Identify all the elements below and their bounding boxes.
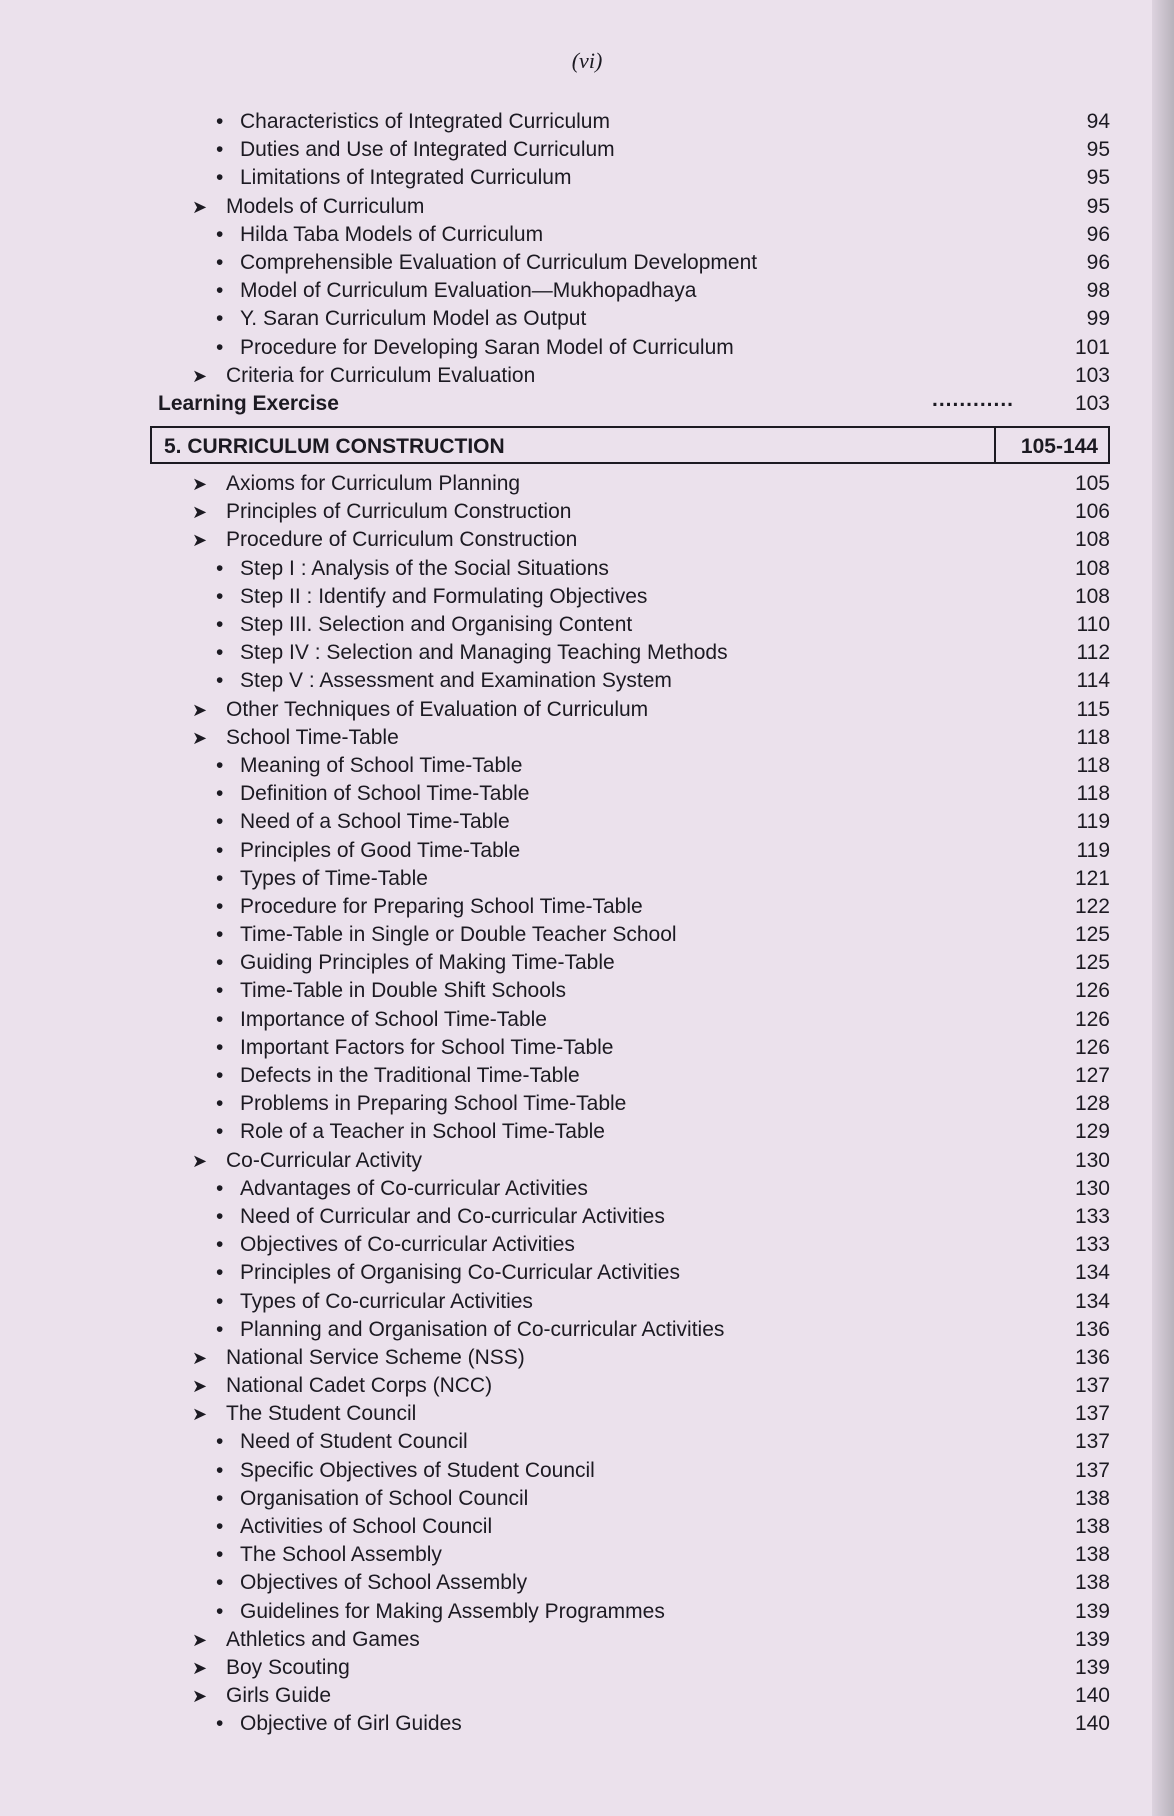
arrow-icon: ➤ <box>192 1376 208 1397</box>
toc-entry-text: Principles of Curriculum Construction <box>226 500 572 524</box>
toc-subtopic-row <box>150 808 1110 836</box>
chapter-divider <box>994 428 996 462</box>
bullet-icon: • <box>216 782 224 806</box>
bullet-icon: • <box>216 1712 224 1736</box>
toc-subtopic-row <box>150 1231 1110 1259</box>
toc-entry-text: The Student Council <box>226 1402 417 1426</box>
toc-entry-label <box>216 583 647 611</box>
toc-topic-row <box>150 1654 1110 1682</box>
toc-subtopic-row <box>150 1710 1110 1738</box>
toc-subtopic-row <box>150 136 1110 164</box>
toc-page-number: 140 <box>1074 1712 1110 1736</box>
toc-entry-text: National Service Scheme (NSS) <box>226 1345 525 1369</box>
bullet-icon: • <box>216 1233 224 1257</box>
toc-subtopic-row <box>150 305 1110 333</box>
toc-entry-label <box>192 470 520 498</box>
toc-exercise-row <box>150 387 1110 418</box>
toc-subtopic-row <box>150 949 1110 977</box>
toc-entry-text: Time-Table in Single or Double Teacher School <box>240 923 677 947</box>
toc-entry-text: Types of Co-curricular Activities <box>240 1289 533 1313</box>
toc-entry-text: Athletics and Games <box>226 1627 420 1651</box>
toc-entry-label <box>216 164 571 192</box>
bullet-icon: • <box>216 1035 224 1059</box>
toc-entry-text: Types of Time-Table <box>240 866 428 890</box>
toc-entry-text: Role of a Teacher in School Time-Table <box>240 1120 605 1144</box>
toc-page-number: 122 <box>1074 894 1110 918</box>
arrow-icon: ➤ <box>192 727 208 748</box>
bullet-icon: • <box>216 1458 224 1482</box>
bullet-icon: • <box>216 866 224 890</box>
arrow-icon: ➤ <box>192 1657 208 1678</box>
toc-page-number: 106 <box>1074 500 1110 524</box>
toc-entry-text: Objectives of School Assembly <box>240 1571 528 1595</box>
toc-entry-label <box>216 305 586 333</box>
page-number: (vi) <box>571 48 603 73</box>
toc-entry-text: Hilda Taba Models of Curriculum <box>240 222 544 246</box>
toc-page-number: 138 <box>1074 1486 1110 1510</box>
bullet-icon: • <box>216 1571 224 1595</box>
toc-page-number: 95 <box>1086 138 1110 162</box>
bullet-icon: • <box>216 110 224 133</box>
toc-entry-label <box>216 1006 547 1034</box>
bullet-icon: • <box>216 1261 224 1285</box>
toc-entry-text: Time-Table in Double Shift Schools <box>240 979 567 1003</box>
toc-entry-label <box>216 1034 613 1062</box>
bullet-icon: • <box>216 753 224 777</box>
toc-page-number: 127 <box>1074 1064 1110 1087</box>
toc-subtopic-row <box>150 1513 1110 1541</box>
toc-entry-text: Learning Exercise <box>158 391 339 415</box>
toc-entry-text: Step V : Assessment and Examination System <box>240 669 672 693</box>
toc-entry-label <box>216 780 529 808</box>
toc-entry-text: Meaning of School Time-Table <box>240 753 523 777</box>
toc-page-number: 139 <box>1074 1599 1110 1623</box>
toc-entry-label <box>216 1231 575 1259</box>
bullet-icon: • <box>216 1515 224 1538</box>
bullet-icon: • <box>216 250 224 274</box>
toc-entry-label <box>192 498 571 526</box>
toc-entry-text: Objectives of Co-curricular Activities <box>240 1233 575 1257</box>
arrow-icon: ➤ <box>192 1686 208 1707</box>
toc-page-number: 98 <box>1086 279 1110 303</box>
toc-subtopic-row <box>150 1006 1110 1034</box>
toc-page-number: 108 <box>1074 584 1110 608</box>
toc-subtopic-row <box>150 555 1110 583</box>
toc-subtopic-row <box>150 1541 1110 1569</box>
toc-page-number: 138 <box>1074 1543 1110 1567</box>
toc-entry-text: Objective of Girl Guides <box>240 1712 462 1736</box>
bullet-icon: • <box>216 1064 224 1087</box>
toc-page-number: 136 <box>1074 1345 1110 1369</box>
bullet-icon: • <box>216 335 224 359</box>
toc-page-number: 133 <box>1074 1204 1110 1228</box>
chapter-heading-box <box>150 426 1110 464</box>
toc-entry-text: Model of Curriculum Evaluation—Mukhopadhaya <box>240 279 697 303</box>
toc-page-number: 128 <box>1074 1092 1110 1116</box>
toc-subtopic-row <box>150 1062 1110 1090</box>
toc-entry-text: Procedure of Curriculum Construction <box>226 528 578 552</box>
toc-entry-label <box>216 1598 665 1626</box>
toc-entry-text: Advantages of Co-curricular Activities <box>240 1176 588 1200</box>
toc-topic-row <box>150 1682 1110 1710</box>
arrow-icon: ➤ <box>192 1404 208 1425</box>
bullet-icon: • <box>216 307 224 331</box>
toc-subtopic-row <box>150 583 1110 611</box>
bullet-icon: • <box>216 1543 224 1567</box>
toc-entry-label <box>216 1175 588 1203</box>
bullet-icon: • <box>216 669 224 693</box>
toc-entry-text: Guiding Principles of Making Time-Table <box>240 951 615 975</box>
toc-entry-label <box>216 865 428 893</box>
bullet-icon: • <box>216 1176 224 1200</box>
toc-entry-label <box>216 1485 528 1513</box>
toc-page-number: 134 <box>1074 1289 1110 1313</box>
toc-subtopic-row <box>150 639 1110 667</box>
toc-subtopic-row <box>150 108 1110 136</box>
toc-entry-text: National Cadet Corps (NCC) <box>226 1374 493 1398</box>
toc-entry-label <box>216 1569 527 1597</box>
toc-page-number: 130 <box>1074 1148 1110 1172</box>
toc-entry-label <box>216 1203 665 1231</box>
toc-entry-text: Need of Student Council <box>240 1430 468 1454</box>
toc-entry-text: Specific Objectives of Student Council <box>240 1458 595 1482</box>
bullet-icon: • <box>216 979 224 1003</box>
toc-page-number: 119 <box>1076 838 1110 862</box>
toc-topic-row <box>150 498 1110 526</box>
toc-entry-text: Planning and Organisation of Co-curricular Activities <box>240 1317 725 1341</box>
bullet-icon: • <box>216 923 224 947</box>
toc-entry-text: Other Techniques of Evaluation of Curriculum <box>226 697 649 721</box>
toc-entry-label <box>216 808 510 836</box>
toc-entry-text: Limitations of Integrated Curriculum <box>240 166 572 190</box>
bullet-icon: • <box>216 138 224 162</box>
toc-subtopic-row <box>150 752 1110 780</box>
toc-entry-label <box>216 1062 580 1090</box>
toc-entry-label <box>192 724 399 752</box>
toc-entry-label <box>192 1372 492 1400</box>
toc-page-number: 110 <box>1076 613 1110 636</box>
arrow-icon: ➤ <box>192 1150 208 1171</box>
toc-subtopic-row <box>150 780 1110 808</box>
chapter-title: 5. CURRICULUM CONSTRUCTION <box>164 435 505 459</box>
bullet-icon: • <box>216 1430 224 1454</box>
page-edge <box>1152 0 1174 1816</box>
toc-topic-row <box>150 1400 1110 1428</box>
toc-page-number: 121 <box>1074 866 1110 890</box>
bullet-icon: • <box>216 584 224 608</box>
toc-entry-label <box>216 249 757 277</box>
toc-page-number: 95 <box>1086 166 1110 190</box>
bullet-icon: • <box>216 1204 224 1228</box>
toc-entry-text: Principles of Good Time-Table <box>240 838 521 862</box>
toc-entry-label <box>216 1090 626 1118</box>
toc-entry-label <box>216 667 672 695</box>
toc-topic-row <box>150 526 1110 554</box>
toc-page-number: 96 <box>1086 250 1110 274</box>
toc-subtopic-row <box>150 164 1110 192</box>
toc-page-number: 126 <box>1074 1007 1110 1031</box>
toc-subtopic-row <box>150 1428 1110 1456</box>
toc-entry-text: School Time-Table <box>226 725 399 749</box>
toc-page-number: 126 <box>1074 979 1110 1003</box>
toc-page-number: 138 <box>1074 1515 1110 1538</box>
table-of-contents <box>150 108 1110 1739</box>
toc-entry-text: Organisation of School Council <box>240 1486 529 1510</box>
toc-entry-label <box>192 1147 422 1175</box>
toc-subtopic-row <box>150 221 1110 249</box>
toc-page-number: 137 <box>1074 1458 1110 1482</box>
toc-entry-label <box>216 108 610 136</box>
bullet-icon: • <box>216 641 224 665</box>
toc-subtopic-row <box>150 1569 1110 1597</box>
toc-page-number: 118 <box>1076 753 1110 777</box>
toc-entry-label <box>216 555 609 583</box>
toc-entry-text: Procedure for Developing Saran Model of Curriculum <box>240 335 734 359</box>
toc-page-number: 139 <box>1074 1655 1110 1679</box>
toc-entry-label <box>216 639 728 667</box>
arrow-icon: ➤ <box>192 196 208 217</box>
toc-subtopic-row <box>150 837 1110 865</box>
toc-subtopic-row <box>150 1175 1110 1203</box>
toc-page-number: 140 <box>1074 1684 1110 1708</box>
toc-entry-label <box>192 1626 420 1654</box>
toc-entry-text: Important Factors for School Time-Table <box>240 1035 614 1059</box>
arrow-icon: ➤ <box>192 365 208 386</box>
toc-topic-row <box>150 724 1110 752</box>
toc-subtopic-row <box>150 1288 1110 1316</box>
bullet-icon: • <box>216 1486 224 1510</box>
bullet-icon: • <box>216 1289 224 1313</box>
arrow-icon: ➤ <box>192 1629 208 1650</box>
toc-page-number: 94 <box>1086 110 1110 133</box>
toc-entry-label <box>192 1654 350 1682</box>
toc-entry-label <box>192 526 577 554</box>
toc-entry-label <box>216 221 543 249</box>
toc-entry-label <box>192 193 424 221</box>
toc-entry-label <box>216 893 643 921</box>
toc-page-number: 114 <box>1076 669 1110 693</box>
toc-entry-text: Need of a School Time-Table <box>240 810 510 834</box>
arrow-icon: ➤ <box>192 1347 208 1368</box>
toc-entry-text: Step III. Selection and Organising Content <box>240 613 633 636</box>
toc-page-number: 108 <box>1074 528 1110 552</box>
toc-entry-text: Y. Saran Curriculum Model as Output <box>240 307 587 331</box>
toc-page-number: 101 <box>1074 335 1110 359</box>
bullet-icon: • <box>216 613 224 636</box>
toc-page-number: 138 <box>1074 1571 1110 1595</box>
toc-entry-label <box>216 921 677 949</box>
bullet-icon: • <box>216 166 224 190</box>
toc-page-number: 95 <box>1086 194 1110 218</box>
toc-entry-label <box>216 611 632 639</box>
toc-subtopic-row <box>150 1034 1110 1062</box>
toc-page-number: 130 <box>1074 1176 1110 1200</box>
toc-page-number: 137 <box>1074 1430 1110 1454</box>
bullet-icon: • <box>216 222 224 246</box>
toc-entry-label <box>192 1400 416 1428</box>
toc-entry-text: Defects in the Traditional Time-Table <box>240 1064 580 1087</box>
toc-entry-text: Axioms for Curriculum Planning <box>226 472 521 496</box>
toc-entry-text: Problems in Preparing School Time-Table <box>240 1092 627 1116</box>
toc-entry-label <box>216 1541 442 1569</box>
toc-entry-label <box>216 837 520 865</box>
toc-subtopic-row <box>150 1598 1110 1626</box>
arrow-icon: ➤ <box>192 474 208 495</box>
toc-page-number: 139 <box>1074 1627 1110 1651</box>
toc-topic-row <box>150 193 1110 221</box>
toc-entry-label <box>192 362 535 390</box>
bullet-icon: • <box>216 894 224 918</box>
toc-entry-label <box>216 977 566 1005</box>
toc-topic-row <box>150 696 1110 724</box>
toc-entry-text: Definition of School Time-Table <box>240 782 530 806</box>
toc-subtopic-row <box>150 249 1110 277</box>
toc-entry-text: Criteria for Curriculum Evaluation <box>226 363 536 387</box>
toc-entry-text: Need of Curricular and Co-curricular Activities <box>240 1204 665 1228</box>
toc-page-number: 105 <box>1074 472 1110 496</box>
toc-topic-row <box>150 1344 1110 1372</box>
toc-entry-text: Boy Scouting <box>226 1655 350 1679</box>
toc-entry-label <box>158 390 339 418</box>
toc-entry-label <box>216 334 734 362</box>
toc-entry-label <box>216 1118 605 1146</box>
toc-top-list <box>150 108 1110 418</box>
toc-topic-row <box>150 1147 1110 1175</box>
toc-entry-label <box>216 1316 724 1344</box>
toc-subtopic-row <box>150 1457 1110 1485</box>
toc-page-number: 133 <box>1074 1233 1110 1257</box>
bullet-icon: • <box>216 1599 224 1623</box>
toc-entry-text: Step IV : Selection and Managing Teaching Methods <box>240 641 728 665</box>
toc-page-number: 115 <box>1076 697 1110 721</box>
bullet-icon: • <box>216 1317 224 1341</box>
toc-entry-text: Characteristics of Integrated Curriculum <box>240 110 610 133</box>
toc-entry-label <box>216 1710 462 1738</box>
chapter-pages: 105-144 <box>1020 435 1098 459</box>
toc-entry-text: Models of Curriculum <box>226 194 425 218</box>
bullet-icon: • <box>216 1092 224 1116</box>
dot-leader: ............ <box>931 387 1014 411</box>
toc-page-number: 137 <box>1074 1374 1110 1398</box>
bullet-icon: • <box>216 810 224 834</box>
toc-page-number: 125 <box>1074 951 1110 975</box>
toc-page-number: 119 <box>1076 810 1110 834</box>
toc-entry-text: Comprehensible Evaluation of Curriculum Development <box>240 250 758 274</box>
toc-entry-label <box>192 1682 331 1710</box>
toc-subtopic-row <box>150 1090 1110 1118</box>
toc-subtopic-row <box>150 865 1110 893</box>
toc-entry-text: The School Assembly <box>240 1543 442 1567</box>
toc-topic-row <box>150 1626 1110 1654</box>
arrow-icon: ➤ <box>192 502 208 523</box>
toc-entry-label <box>192 696 648 724</box>
toc-topic-row <box>150 470 1110 498</box>
bullet-icon: • <box>216 1120 224 1144</box>
toc-entry-label <box>216 1513 492 1541</box>
toc-subtopic-row <box>150 1118 1110 1146</box>
bullet-icon: • <box>216 279 224 303</box>
toc-page-number: 137 <box>1074 1402 1110 1426</box>
bullet-icon: • <box>216 951 224 975</box>
toc-entry-label <box>216 752 523 780</box>
toc-entry-text: Procedure for Preparing School Time-Table <box>240 894 643 918</box>
arrow-icon: ➤ <box>192 530 208 551</box>
toc-entry-label <box>216 1259 680 1287</box>
toc-entry-text: Activities of School Council <box>240 1515 493 1538</box>
toc-page-number: 99 <box>1086 307 1110 331</box>
toc-entry-label <box>216 1457 595 1485</box>
toc-page-number: 112 <box>1076 641 1110 665</box>
toc-subtopic-row <box>150 277 1110 305</box>
toc-subtopic-row <box>150 611 1110 639</box>
toc-entry-text: Girls Guide <box>226 1684 332 1708</box>
toc-entry-label <box>216 949 615 977</box>
toc-page-number: 118 <box>1076 725 1110 749</box>
arrow-icon: ➤ <box>192 699 208 720</box>
bullet-icon: • <box>216 838 224 862</box>
toc-subtopic-row <box>150 1485 1110 1513</box>
toc-page-number: 136 <box>1074 1317 1110 1341</box>
toc-entry-text: Guidelines for Making Assembly Programmes <box>240 1599 665 1623</box>
toc-subtopic-row <box>150 977 1110 1005</box>
toc-entry-label <box>216 136 615 164</box>
toc-subtopic-row <box>150 334 1110 362</box>
bullet-icon: • <box>216 1007 224 1031</box>
toc-entry-text: Co-Curricular Activity <box>226 1148 423 1172</box>
toc-page-number: 108 <box>1074 556 1110 580</box>
toc-entry-label <box>216 277 696 305</box>
toc-page-number: 118 <box>1076 782 1110 806</box>
toc-page-number: 103 <box>1074 391 1110 415</box>
toc-body-list <box>150 470 1110 1738</box>
toc-subtopic-row <box>150 921 1110 949</box>
toc-entry-text: Step II : Identify and Formulating Objectives <box>240 584 648 608</box>
bullet-icon: • <box>216 556 224 580</box>
toc-page-number: 103 <box>1074 363 1110 387</box>
toc-entry-label <box>216 1288 533 1316</box>
toc-page-number: 96 <box>1086 222 1110 246</box>
toc-entry-label <box>216 1428 468 1456</box>
toc-entry-text: Importance of School Time-Table <box>240 1007 547 1031</box>
toc-subtopic-row <box>150 667 1110 695</box>
toc-entry-label <box>192 1344 525 1372</box>
toc-page-number: 125 <box>1074 923 1110 947</box>
toc-subtopic-row <box>150 1259 1110 1287</box>
toc-entry-text: Step I : Analysis of the Social Situations <box>240 556 609 580</box>
toc-subtopic-row <box>150 1316 1110 1344</box>
toc-topic-row <box>150 1372 1110 1400</box>
toc-page-number: 126 <box>1074 1035 1110 1059</box>
toc-entry-text: Duties and Use of Integrated Curriculum <box>240 138 615 162</box>
toc-subtopic-row <box>150 1203 1110 1231</box>
toc-page-number: 134 <box>1074 1261 1110 1285</box>
toc-entry-text: Principles of Organising Co-Curricular Activities <box>240 1261 680 1285</box>
toc-page-number: 129 <box>1074 1120 1110 1144</box>
toc-subtopic-row <box>150 893 1110 921</box>
